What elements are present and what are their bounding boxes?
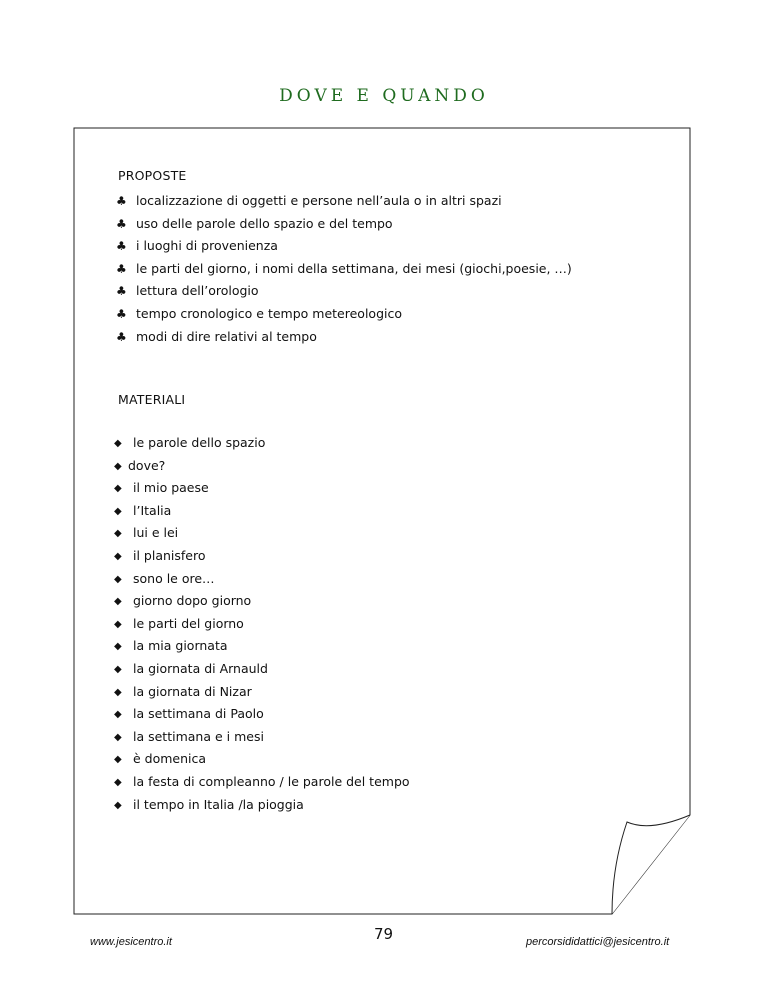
list-item: ◆ le parole dello spazio (114, 432, 410, 455)
list-item: ◆ il planisfero (114, 545, 410, 568)
diamond-bullet-icon: ◆ (114, 709, 122, 721)
club-bullet-icon: ♣ (116, 239, 127, 254)
proposte-heading: PROPOSTE (118, 168, 187, 183)
list-item: ◆ le parti del giorno (114, 613, 410, 636)
list-item: ◆ la mia giornata (114, 635, 410, 658)
list-item: ◆ la festa di compleanno / le parole del tempo (114, 771, 410, 794)
diamond-bullet-icon: ◆ (114, 754, 122, 766)
diamond-bullet-icon: ◆ (114, 573, 122, 585)
diamond-bullet-icon: ◆ (114, 776, 122, 788)
list-item: ◆ il mio paese (114, 477, 410, 500)
diamond-bullet-icon: ◆ (114, 799, 122, 811)
list-item: ◆ dove? (114, 455, 410, 478)
club-bullet-icon: ♣ (116, 194, 127, 208)
list-item: ◆ la settimana di Paolo (114, 703, 410, 726)
diamond-bullet-icon: ◆ (114, 596, 122, 608)
footer-email: percorsididattici@jesicentro.it (526, 936, 670, 948)
list-item: ♣ lettura dell’orologio (116, 280, 572, 303)
diamond-bullet-icon: ◆ (114, 686, 122, 698)
diamond-bullet-icon: ◆ (114, 663, 122, 675)
list-item: ♣ tempo cronologico e tempo metereologico (116, 303, 572, 326)
club-bullet-icon: ♣ (116, 306, 127, 321)
list-item: ◆ lui e lei (114, 522, 410, 545)
list-item: ◆ è domenica (114, 748, 410, 771)
list-item: ◆ sono le ore… (114, 568, 410, 591)
club-bullet-icon: ♣ (116, 329, 127, 344)
diamond-bullet-icon: ◆ (114, 483, 122, 495)
page-number: 79 (374, 925, 394, 943)
diamond-bullet-icon: ◆ (114, 641, 122, 653)
footer-website: www.jesicentro.it (90, 936, 172, 948)
list-item: ◆ il tempo in Italia /la pioggia (114, 794, 410, 817)
list-item: ♣ le parti del giorno, i nomi della settimana, dei mesi (giochi,poesie, …) (116, 258, 572, 281)
proposte-list (116, 190, 572, 348)
club-bullet-icon: ♣ (116, 261, 127, 276)
diamond-bullet-icon: ◆ (114, 505, 122, 517)
materiali-list (114, 432, 410, 816)
materiali-heading: MATERIALI (118, 392, 186, 407)
list-item: ◆ la giornata di Nizar (114, 681, 410, 704)
list-item: ♣ uso delle parole dello spazio e del tempo (116, 213, 572, 236)
diamond-bullet-icon: ◆ (114, 731, 122, 743)
list-item: ♣ localizzazione di oggetti e persone nell’aula o in altri spazi (116, 190, 572, 213)
diamond-bullet-icon: ◆ (114, 618, 122, 630)
diamond-bullet-icon: ◆ (114, 528, 122, 540)
club-bullet-icon: ♣ (116, 284, 127, 299)
list-item: ♣ modi di dire relativi al tempo (116, 326, 572, 349)
list-item: ◆ la giornata di Arnauld (114, 658, 410, 681)
list-item: ◆ l’Italia (114, 500, 410, 523)
list-item: ◆ la settimana e i mesi (114, 726, 410, 749)
list-item: ♣ i luoghi di provenienza (116, 235, 572, 258)
page-title: DOVE E QUANDO (279, 86, 489, 106)
diamond-bullet-icon: ◆ (114, 438, 122, 449)
club-bullet-icon: ♣ (116, 216, 127, 231)
diamond-bullet-icon: ◆ (114, 550, 122, 562)
list-item: ◆ giorno dopo giorno (114, 590, 410, 613)
diamond-bullet-icon: ◆ (114, 460, 122, 472)
